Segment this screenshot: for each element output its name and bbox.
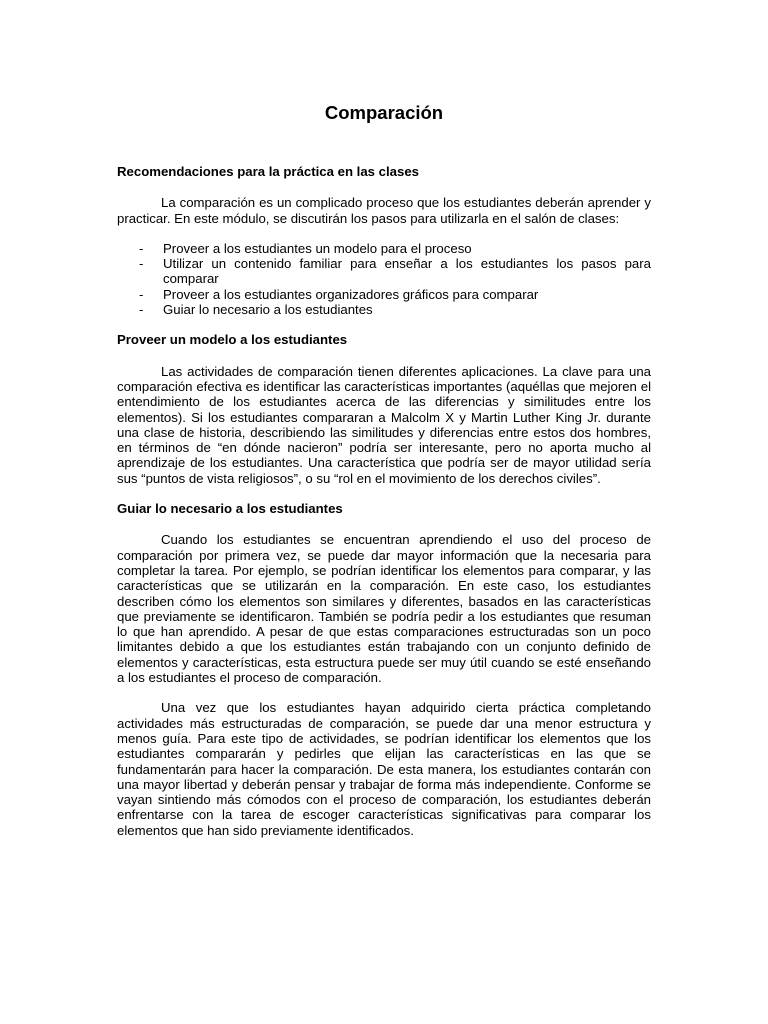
list-item xyxy=(117,256,651,287)
list-item-text: Utilizar un contenido familiar para enseñar a los estudiantes los pasos para comparar xyxy=(163,256,651,287)
list-item-text: Proveer a los estudiantes un modelo para el proceso xyxy=(163,240,472,256)
bullet-dash: - xyxy=(139,302,144,318)
list-item-text: Guiar lo necesario a los estudiantes xyxy=(163,302,373,318)
document-body xyxy=(117,102,651,853)
bullet-dash: - xyxy=(139,256,144,272)
list-item xyxy=(117,287,651,302)
list-item-text: Proveer a los estudiantes organizadores gráficos para comparar xyxy=(163,286,539,302)
intro-paragraph: La comparación es un complicado proceso que los estudiantes deberán aprender y practicar. En este módulo, se discutirán los pasos para utilizarla en el salón de clases: xyxy=(117,195,651,226)
guiar-paragraph-2: Una vez que los estudiantes hayan adquirido cierta práctica completando actividades más estructuradas de comparación, se puede dar una menor estructura y menos guía. Para este tipo de actividades, se podrían identificar los elementos que los estudiantes compararán y pedirles que elijan las características en las que se fundamentarán para hacer la comparación. De esta manera, los estudiantes contarán con una mayor libertad y deberán pensar y trabajar de forma más independiente. Conforme se vayan sintiendo más cómodos con el proceso de comparación, los estudiantes deberán enfrentarse con la tarea de escoger características significativas para comparar los elementos que han sido previamente identificados. xyxy=(117,700,651,838)
section-heading-modelo: Proveer un modelo a los estudiantes xyxy=(117,332,348,348)
section-heading-guiar: Guiar lo necesario a los estudiantes xyxy=(117,501,343,517)
section-heading-recomendaciones: Recomendaciones para la práctica en las clases xyxy=(117,164,420,179)
list-item xyxy=(117,241,651,256)
page-title: Comparación xyxy=(324,102,444,123)
modelo-paragraph: Las actividades de comparación tienen diferentes aplicaciones. La clave para una comparación efectiva es identificar las características importantes (aquéllas que mejoren el entendimiento de los estudiantes acerca de las diferencias y similitudes entre los elementos). Si los estudiantes compararan a Malcolm X y Martin Luther King Jr. durante una clase de historia, describiendo las similitudes y diferencias entre estos dos hombres, en términos de “en dónde nacieron” podría ser interesante, pero no aporta mucho al aprendizaje de los estudiantes. Una característica que podría ser de mayor utilidad sería sus “puntos de vista religiosos”, o su “rol en el movimiento de los derechos civiles”. xyxy=(117,363,651,486)
steps-list xyxy=(117,241,651,317)
bullet-dash: - xyxy=(139,240,144,256)
guiar-paragraph-1: Cuando los estudiantes se encuentran aprendiendo el uso del proceso de comparación por primera vez, se puede dar mayor información que la necesaria para completar la tarea. Por ejemplo, se podrían identificar los elementos para comparar, y las características que se utilizarán en la comparación. En este caso, los estudiantes describen cómo los elementos son similares y diferentes, basados en las características que previamente se identificaron. También se podría pedir a los estudiantes que resuman lo que han aprendido. A pesar de que estas comparaciones estructuradas son un poco limitantes debido a que los estudiantes están trabajando con un conjunto definido de elementos y características, esta estructura puede ser muy útil cuando se esté enseñando a los estudiantes el proceso de comparación. xyxy=(117,532,651,686)
list-item xyxy=(117,302,651,317)
bullet-dash: - xyxy=(139,286,144,302)
